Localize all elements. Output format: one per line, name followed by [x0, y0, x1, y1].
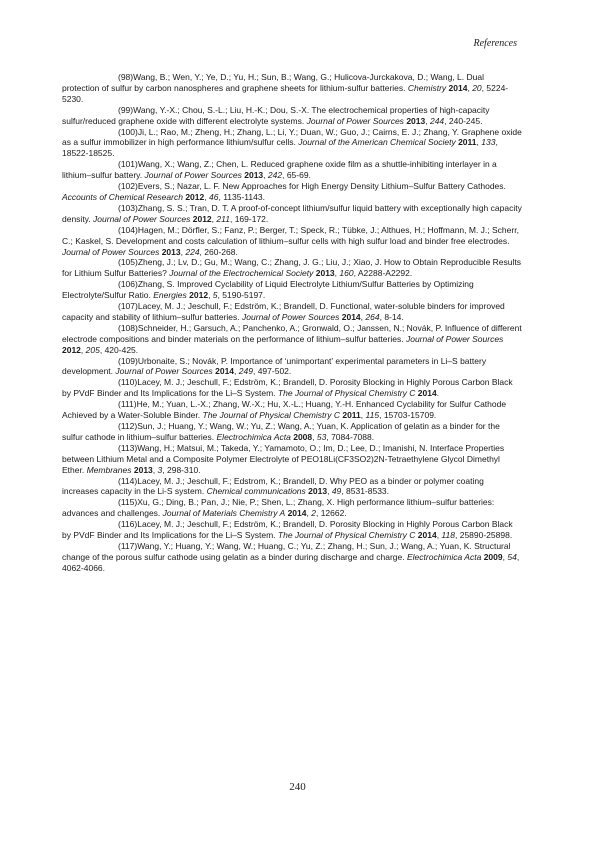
reference-volume: 249: [238, 366, 253, 377]
reference-journal: Chemistry: [407, 82, 447, 93]
reference-number: (102): [118, 181, 138, 192]
reference-pages: 260-268.: [204, 246, 238, 257]
reference-entry: (109)Urbonaite, S.; Novák, P. Importance of ‘unimportant’ experimental parameters in Li–S battery development. Journal of Power Sources 2014, 249, 497-502.: [62, 355, 487, 377]
reference-authors: Hagen, M.; Dörfler, S.; Fanz, P.; Berger, T.; Speck, R.; Tübke, J.; Althues, H.; Hoffmann, M. J.; Scherr, C.; Kaskel, S.: [62, 224, 519, 246]
reference-title: Enhanced Cyclability for Sulfur Cathode Achieved by a Water-Soluble Binder.: [62, 399, 507, 421]
running-header: References: [473, 38, 517, 49]
reference-pages: 5224-5230.: [62, 82, 509, 104]
reference-journal: Accounts of Chemical Research: [62, 191, 183, 202]
reference-volume: 205: [85, 344, 100, 355]
reference-authors: Lacey, M. J.; Jeschull, F.; Edström, K.; Brandell, D.: [137, 377, 328, 388]
reference-journal: The Journal of Physical Chemistry C: [277, 530, 416, 541]
reference-entry: (100)Ji, L.; Rao, M.; Zheng, H.; Zhang, L.; Li, Y.; Duan, W.; Guo, J.; Cairns, E. J.; Zhang, Y. Graphene oxide as a sulfur immobilizer in high performance lithium/sulfur cells. Journal of the American Chemical Society 2011, 133, 18522-18525.: [62, 126, 522, 159]
reference-authors: Ji, L.; Rao, M.; Zheng, H.; Zhang, L.; Li, Y.; Duan, W.; Guo, J.; Cairns, E. J.; Zhang, Y.: [137, 126, 459, 137]
reference-entry: (105)Zheng, J.; Lv, D.; Gu, M.; Wang, C.; Zhang, J. G.; Liu, J.; Xiao, J. How to Obtain Reproducible Results for Lithium Sulfur Batteries? Journal of the Electrochemical Society 2013, 160, A2288-A2292.: [62, 257, 521, 279]
reference-pages: 1135-1143.: [223, 191, 265, 202]
reference-authors: Wang, Y.-X.; Chou, S.-L.; Liu, H.-K.; Dou, S.-X.: [133, 104, 310, 115]
reference-entry: (102)Evers, S.; Nazar, L. F. New Approaches for High Energy Density Lithium–Sulfur Battery Cathodes. Accounts of Chemical Research 2012, 46, 1135-1143.: [62, 181, 506, 202]
reference-authors: Lacey, M. J.; Jeschull, F.; Edström, K.; Brandell, D.: [137, 301, 329, 312]
reference-title: Importance of ‘unimportant’ experimental parameters in Li–S battery development.: [62, 355, 487, 377]
reference-journal: Journal of Power Sources: [62, 246, 160, 257]
reference-title: New Approaches for High Energy Density Lithium–Sulfur Battery Cathodes.: [222, 181, 506, 192]
reference-number: (115): [118, 497, 138, 508]
reference-title: Porosity Blocking in Highly Porous Carbon Black by PVdF Binder and Its Implications for the Li–S System.: [62, 519, 513, 541]
reference-volume: 211: [216, 213, 230, 224]
reference-volume: 5: [212, 290, 218, 301]
reference-year: 2013: [133, 464, 153, 475]
reference-title: How to Obtain Reproducible Results for Lithium Sulfur Batteries?: [62, 257, 521, 279]
reference-entry: (111)He, M.; Yuan, L.-X.; Zhang, W.-X.; Hu, X.-L.; Huang, Y.-H. Enhanced Cyclability for Sulfur Cathode Achieved by a Water-Soluble Binder. The Journal of Physical Chemistry C 2011, 115, 15703-15709.: [62, 399, 507, 421]
reference-year: 2008: [293, 431, 313, 442]
reference-year: 2013: [308, 486, 328, 497]
reference-volume: 133: [481, 137, 496, 148]
reference-number: (112): [118, 421, 138, 431]
reference-volume: 244: [429, 115, 445, 126]
reference-year: 2012: [62, 344, 81, 355]
reference-number: (100): [118, 126, 138, 137]
reference-entry: (117)Wang, Y.; Huang, Y.; Wang, W.; Huang, C.; Yu, Z.; Zhang, H.; Sun, J.; Wang, A.; Yuan, K. Structural change of the porous sulfur cathode using gelatin as a binder during discharge and charge. Electrochimica Acta 2009, 54, 4062-4066.: [62, 540, 520, 573]
reference-pages: 18522-18525.: [62, 148, 115, 159]
reference-list: [62, 72, 522, 574]
reference-entry: (107)Lacey, M. J.; Jeschull, F.; Edström, K.; Brandell, D. Functional, water-soluble binders for improved capacity and stability of lithium–sulfur batteries. Journal of Power Sources 2014, 264, 8-14.: [62, 301, 505, 322]
reference-pages: 7084-7088.: [331, 431, 375, 442]
reference-entry: (114)Lacey, M. J.; Jeschull, F.; Edstrom, K.; Brandell, D. Why PEO as a binder or polymer coating increases capacity in the Li-S system. Chemical communications 2013, 49, 8531-8533.: [62, 475, 484, 497]
reference-year: 2009: [483, 551, 503, 562]
reference-journal: Journal of Power Sources: [93, 213, 191, 224]
reference-entry: (104)Hagen, M.; Dörfler, S.; Fanz, P.; Berger, T.; Speck, R.; Tübke, J.; Althues, H.; Hoffmann, M. J.; Scherr, C.; Kaskel, S. Development and costs calculation of lithium–sulfur cells with high sulfur load and binder free electrodes. Journal of Power Sources 2013, 224, 260-268.: [62, 224, 519, 257]
reference-authors: Zheng, J.; Lv, D.; Gu, M.; Wang, C.; Zhang, J. G.; Liu, J.; Xiao, J.: [137, 257, 382, 268]
reference-journal: Journal of Power Sources: [242, 311, 340, 322]
reference-authors: Wang, B.; Wen, Y.; Ye, D.; Yu, H.; Sun, B.; Wang, G.; Hulicova-Jurckakova, D.; Wang, L.: [133, 72, 465, 82]
reference-number: (103): [118, 202, 138, 213]
reference-pages: 15703-15709.: [383, 410, 437, 421]
reference-journal: Journal of Materials Chemistry A: [162, 508, 286, 519]
reference-year: 2014: [341, 311, 361, 322]
reference-entry: (99)Wang, Y.-X.; Chou, S.-L.; Liu, H.-K.; Dou, S.-X. The electrochemical properties of high-capacity sulfur/reduced graphene oxide with different electrolyte systems. Journal of Power Sources 2013, 244, 240-245.: [62, 104, 490, 126]
reference-year: 2013: [406, 115, 426, 126]
reference-authors: Schneider, H.; Garsuch, A.; Panchenko, A.; Gronwald, O.; Janssen, N.; Novák, P.: [137, 322, 443, 333]
reference-journal: Energies: [153, 290, 187, 301]
reference-volume: 20: [472, 82, 482, 93]
reference-title: Application of gelatin as a binder for the sulfur cathode in lithium–sulfur batteries.: [62, 421, 500, 442]
reference-number: (105): [118, 257, 138, 268]
reference-pages: 497-502.: [257, 366, 292, 377]
reference-authors: Lacey, M. J.; Jeschull, F.; Edstrom, K.; Brandell, D.: [137, 475, 328, 486]
reference-entry: (113)Wang, H.; Matsui, M.; Takeda, Y.; Yamamoto, O.; Im, D.; Lee, D.; Imanishi, N. Interface Properties between Lithium Metal and a Composite Polymer Electrolyte of PEO18Li(CF3SO2)2N-Tetraethylene Glycol Dimethyl Ether. Membranes 2013, 3, 298-310.: [62, 442, 505, 475]
reference-title: Functional, water-soluble binders for improved capacity and stability of lithium–sulfur batteries.: [62, 301, 505, 322]
reference-journal: Journal of Power Sources: [115, 366, 213, 377]
reference-volume: 46: [208, 191, 219, 202]
reference-title: Reduced graphene oxide film as a shuttle-inhibiting interlayer in a lithium–sulfur battery.: [62, 159, 497, 181]
reference-volume: 224: [185, 246, 200, 257]
reference-journal: Journal of Power Sources: [144, 170, 242, 181]
reference-journal: The Journal of Physical Chemistry C: [202, 410, 340, 421]
reference-pages: 5190-5197.: [222, 290, 266, 301]
reference-year: 2011: [342, 410, 361, 421]
reference-authors: Zhang, S. S.; Tran, D. T.: [137, 202, 229, 213]
reference-pages: 298-310.: [166, 464, 201, 475]
reference-authors: Lacey, M. J.; Jeschull, F.; Edström, K.; Brandell, D.: [137, 519, 328, 530]
reference-title: Influence of different electrode compositions and binder materials on the performance of lithium–sulfur batteries.: [62, 322, 522, 344]
reference-volume: 118: [441, 530, 455, 541]
reference-number: (101): [118, 159, 138, 170]
reference-pages: .: [436, 388, 440, 399]
reference-journal: Journal of the Electrochemical Society: [169, 268, 314, 279]
reference-authors: Wang, H.; Matsui, M.; Takeda, Y.; Yamamoto, O.; Im, D.; Lee, D.; Imanishi, N.: [137, 442, 428, 453]
reference-authors: Wang, X.; Wang, Z.; Chen, L.: [137, 159, 249, 170]
reference-number: (116): [118, 519, 138, 530]
reference-journal: Journal of Power Sources: [405, 333, 504, 344]
reference-year: 2012: [192, 213, 212, 224]
reference-entry: (98)Wang, B.; Wen, Y.; Ye, D.; Yu, H.; Sun, B.; Wang, G.; Hulicova-Jurckakova, D.; Wang, L. Dual protection of sulfur by carbon nanospheres and graphene sheets for lithium-sulfur batteries. Chemistry 2014, 20, 5224-5230.: [62, 72, 509, 104]
reference-year: 2014: [448, 82, 468, 93]
reference-year: 2012: [189, 290, 209, 301]
reference-number: (117): [118, 540, 138, 551]
reference-volume: 54: [507, 551, 517, 562]
reference-title: The electrochemical properties of high-capacity sulfur/reduced graphene oxide with different electrolyte systems.: [62, 104, 490, 126]
reference-pages: 8531-8533.: [346, 486, 390, 497]
reference-title: Why PEO as a binder or polymer coating increases capacity in the Li-S system.: [62, 475, 484, 497]
reference-pages: A2288-A2292.: [357, 268, 413, 279]
reference-title: A proof-of-concept lithium/sulfur liquid battery with exceptionally high capacity density.: [62, 202, 522, 224]
reference-volume: 53: [316, 431, 327, 442]
reference-journal: Membranes: [86, 464, 132, 475]
reference-pages: 8-14.: [384, 311, 404, 322]
reference-year: 2013: [161, 246, 181, 257]
reference-authors: Zhang, S.: [137, 279, 175, 290]
reference-volume: 115: [365, 410, 380, 421]
reference-entry: [62, 377, 522, 399]
reference-number: (114): [118, 475, 138, 486]
reference-volume: 264: [365, 311, 380, 322]
reference-volume: 242: [267, 170, 283, 181]
reference-number: (110): [118, 377, 138, 388]
reference-number: (106): [118, 279, 138, 290]
reference-journal: Electrochimica Acta: [216, 431, 291, 442]
page-number: 240: [289, 781, 306, 793]
reference-number: (104): [118, 224, 138, 235]
reference-volume: 49: [331, 486, 342, 497]
reference-title: High performance lithium–sulfur batteries: advances and challenges.: [62, 497, 495, 519]
reference-year: 2012: [185, 191, 205, 202]
reference-title: Structural change of the porous sulfur cathode using gelatin as a binder during discharge and charge.: [62, 540, 511, 562]
reference-year: 2013: [244, 170, 264, 181]
reference-pages: 4062-4066.: [62, 562, 106, 573]
reference-authors: Sun, J.; Huang, Y.; Wang, W.; Yu, Z.; Wang, A.; Yuan, K.: [137, 421, 349, 431]
reference-title: Improved Cyclability of Liquid Electrolyte Lithium/Sulfur Batteries by Optimizing Electrolyte/Sulfur Ratio.: [62, 279, 474, 301]
reference-entry: (112)Sun, J.; Huang, Y.; Wang, W.; Yu, Z.; Wang, A.; Yuan, K. Application of gelatin as a binder for the sulfur cathode in lithium–sulfur batteries. Electrochimica Acta 2008, 53, 7084-7088.: [62, 421, 500, 442]
reference-entry: (106)Zhang, S. Improved Cyclability of Liquid Electrolyte Lithium/Sulfur Batteries by Optimizing Electrolyte/Sulfur Ratio. Energies 2012, 5, 5190-5197.: [62, 279, 474, 301]
reference-volume: 2: [311, 508, 316, 519]
reference-entry: (101)Wang, X.; Wang, Z.; Chen, L. Reduced graphene oxide film as a shuttle-inhibiting interlayer in a lithium–sulfur battery. Journal of Power Sources 2013, 242, 65-69.: [62, 159, 497, 181]
reference-year: 2014: [417, 388, 437, 399]
reference-journal: Chemical communications: [206, 486, 306, 497]
reference-pages: 420-425.: [104, 344, 139, 355]
reference-authors: Xu, G.; Ding, B.; Pan, J.; Nie, P.; Shen, L.; Zhang, X.: [137, 497, 335, 508]
reference-authors: Wang, Y.; Huang, Y.; Wang, W.; Huang, C.; Yu, Z.; Zhang, H.; Sun, J.; Wang, A.; Yuan, K.: [137, 540, 472, 551]
reference-number: (111): [118, 399, 137, 410]
reference-number: (98): [118, 72, 134, 82]
reference-number: (107): [118, 301, 138, 312]
reference-authors: Evers, S.; Nazar, L. F.: [137, 181, 221, 192]
reference-year: 2011: [458, 137, 477, 148]
reference-volume: 160: [339, 268, 354, 279]
reference-volume: 3: [157, 464, 163, 475]
reference-authors: He, M.; Yuan, L.-X.; Zhang, W.-X.; Hu, X.-L.; Huang, Y.-H.: [136, 399, 354, 410]
reference-journal: Electrochimica Acta: [406, 551, 482, 562]
reference-number: (108): [118, 322, 138, 333]
reference-title: Development and costs calculation of lithium–sulfur cells with high sulfur load and binder free electrodes.: [115, 235, 510, 246]
reference-pages: 25890-25898.: [459, 530, 513, 541]
reference-pages: 65-69.: [286, 170, 311, 181]
reference-title: Interface Properties between Lithium Metal and a Composite Polymer Electrolyte of PEO18Li(CF3SO2)2N-Tetraethylene Glycol Dimethyl Ether.: [62, 442, 505, 475]
reference-entry: (115)Xu, G.; Ding, B.; Pan, J.; Nie, P.; Shen, L.; Zhang, X. High performance lithium–sulfur batteries: advances and challenges. Journal of Materials Chemistry A 2014, 2, 12662.: [62, 497, 495, 519]
reference-entry: (108)Schneider, H.; Garsuch, A.; Panchenko, A.; Gronwald, O.; Janssen, N.; Novák, P. Influence of different electrode compositions and binder materials on the performance of lithium–sulfur batteries. Journal of Power Sources 2012, 205, 420-425.: [62, 322, 522, 355]
reference-title: Graphene oxide as a sulfur immobilizer in high performance lithium/sulfur cells.: [62, 126, 522, 148]
reference-pages: 240-245.: [448, 115, 483, 126]
reference-authors: Urbonaite, S.; Novák, P.: [137, 355, 228, 366]
reference-journal: The Journal of Physical Chemistry C: [277, 388, 416, 399]
reference-entry: (103)Zhang, S. S.; Tran, D. T. A proof-of-concept lithium/sulfur liquid battery with exceptionally high capacity density. Journal of Power Sources 2012, 211, 169-172.: [62, 202, 522, 224]
reference-title: Dual protection of sulfur by carbon nanospheres and graphene sheets for lithium-sulfur batteries.: [62, 72, 485, 93]
reference-number: (99): [118, 104, 134, 115]
reference-year: 2014: [287, 508, 307, 519]
reference-number: (113): [118, 442, 138, 453]
reference-year: 2013: [315, 268, 335, 279]
reference-number: (109): [118, 355, 138, 366]
reference-year: 2014: [215, 366, 235, 377]
reference-journal: Journal of the American Chemical Society: [298, 137, 456, 148]
reference-year: 2014: [417, 530, 437, 541]
reference-pages: 169-172.: [234, 213, 269, 224]
reference-title: Porosity Blocking in Highly Porous Carbon Black by PVdF Binder and Its Implications for the Li–S System.: [62, 377, 513, 399]
reference-pages: 12662.: [320, 508, 347, 519]
reference-entry: (116)Lacey, M. J.; Jeschull, F.; Edström, K.; Brandell, D. Porosity Blocking in Highly Porous Carbon Black by PVdF Binder and Its Implications for the Li–S System. The Journal of Physical Chemistry C 2014, 118, 25890-25898.: [62, 519, 513, 541]
reference-journal: Journal of Power Sources: [306, 115, 404, 126]
